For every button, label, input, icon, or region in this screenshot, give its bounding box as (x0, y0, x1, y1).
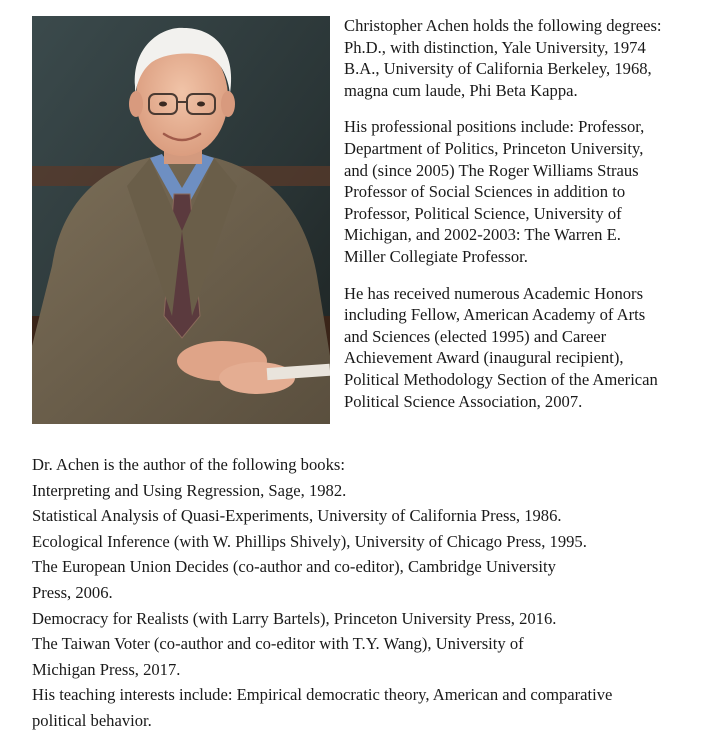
book-entry-continued: Press, 2006. (32, 582, 113, 602)
positions-paragraph (344, 116, 716, 267)
portrait-photo (32, 16, 330, 424)
degrees-line: Christopher Achen holds the following degrees: (344, 16, 662, 35)
books-intro: Dr. Achen is the author of the following books: (32, 455, 345, 474)
book-entry-continued: Michigan Press, 2017. (32, 659, 181, 679)
honors-line: Achievement Award (inaugural recipient), (344, 348, 624, 368)
degrees-line: magna cum laude, Phi Beta Kappa. (344, 80, 578, 100)
books-section (32, 452, 712, 734)
positions-line: Michigan, and 2002-2003: The Warren E. (344, 225, 621, 245)
honors-line: He has received numerous Academic Honors (344, 283, 644, 303)
honors-paragraph (344, 283, 716, 413)
book-entry: Interpreting and Using Regression, Sage, 1982. (32, 480, 347, 500)
bio-section (344, 15, 716, 427)
book-entry: Ecological Inference (with W. Phillips Shively), University of Chicago Press, 1995. (32, 531, 587, 551)
honors-line: and Sciences (elected 1995) and Career (344, 326, 607, 346)
teaching-interests: His teaching interests include: Empirical democratic theory, American and comparative (32, 685, 613, 705)
honors-line: including Fellow, American Academy of Arts (344, 305, 646, 325)
book-entry: The European Union Decides (co-author and co-editor), Cambridge University (32, 557, 556, 577)
positions-line: Miller Collegiate Professor. (344, 246, 528, 266)
positions-line: and (since 2005) The Roger Williams Straus (344, 160, 639, 180)
degrees-paragraph (344, 15, 716, 101)
book-entry: Democracy for Realists (with Larry Bartels), Princeton University Press, 2016. (32, 608, 557, 628)
positions-line: Department of Politics, Princeton University, (344, 138, 644, 158)
book-entry: The Taiwan Voter (co-author and co-editor with T.Y. Wang), University of (32, 634, 524, 654)
book-entry: Statistical Analysis of Quasi-Experiments, University of California Press, 1986. (32, 506, 562, 526)
positions-line: His professional positions include: Professor, (344, 117, 645, 137)
positions-line: Professor, Political Science, University of (344, 203, 622, 223)
positions-line: Professor of Social Sciences in addition to (344, 182, 626, 202)
honors-line: Political Science Association, 2007. (344, 391, 583, 411)
degrees-line: Ph.D., with distinction, Yale University, 1974 (344, 37, 646, 57)
degrees-line: B.A., University of California Berkeley, 1968, (344, 59, 652, 79)
teaching-interests-continued: political behavior. (32, 710, 152, 730)
honors-line: Political Methodology Section of the American (344, 369, 658, 389)
portrait-image (32, 16, 330, 424)
